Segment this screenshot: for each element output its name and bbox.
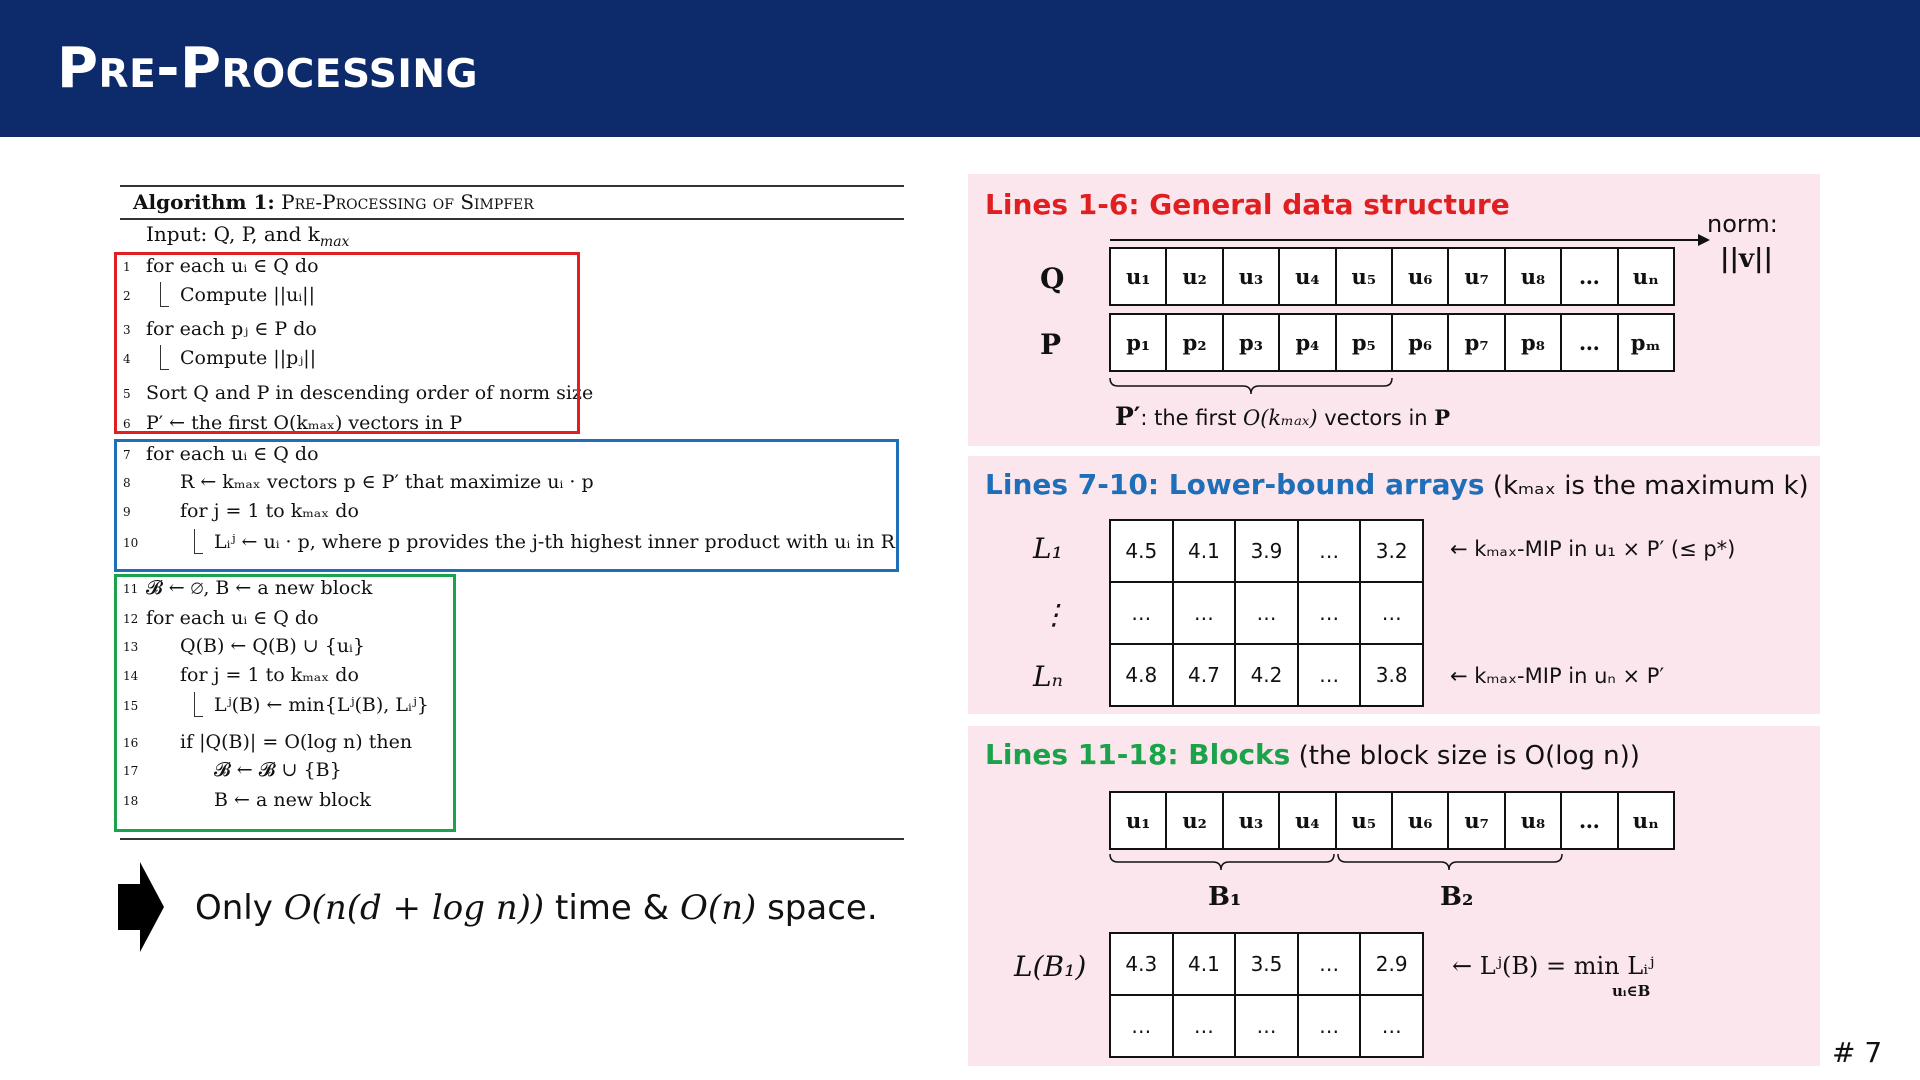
block-lb-cell: … xyxy=(1172,994,1237,1058)
u-cell: u₁ xyxy=(1109,791,1167,850)
lb-cell: 3.8 xyxy=(1359,643,1424,707)
block-lb-cell: 2.9 xyxy=(1359,932,1424,996)
algo-line-text: for j = 1 to kₘₐₓ do xyxy=(180,500,359,522)
q-cell: u₃ xyxy=(1222,247,1280,306)
p-prime-label xyxy=(1115,402,1450,431)
algo-line-text: Q(B) ← Q(B) ∪ {uᵢ} xyxy=(180,635,365,657)
algo-line-number: 14 xyxy=(123,669,139,683)
algo-line-number: 11 xyxy=(123,582,139,596)
q-cell: uₙ xyxy=(1617,247,1675,306)
algo-line-text: for j = 1 to kₘₐₓ do xyxy=(180,664,359,686)
algo-box-red xyxy=(114,252,580,434)
panel3-title xyxy=(985,738,1640,771)
p-prime-text1: : the first xyxy=(1140,406,1243,430)
p-prime-brace xyxy=(1108,376,1394,398)
page-number: # 7 xyxy=(1832,1036,1883,1069)
block-lb-cell: … xyxy=(1297,994,1362,1058)
block-label-b2: B₂ xyxy=(1440,882,1474,912)
q-cell: … xyxy=(1560,247,1618,306)
lb-row-label: L₁ xyxy=(1033,532,1063,565)
row-label-q: Q xyxy=(1040,262,1065,295)
q-cell: u₅ xyxy=(1335,247,1393,306)
p-cell: p₈ xyxy=(1504,313,1562,372)
algo-line-text: Sort Q and P in descending order of norm size xyxy=(146,382,594,404)
algo-line-text: for each pⱼ ∈ P do xyxy=(146,318,317,340)
algo-line-text: Compute ||pⱼ|| xyxy=(180,347,317,369)
algo-line-number: 10 xyxy=(123,536,139,550)
conclusion-text xyxy=(195,888,878,928)
p-cell: p₇ xyxy=(1447,313,1505,372)
p-cell: p₆ xyxy=(1391,313,1449,372)
panel1-title: Lines 1-6: General data structure xyxy=(985,188,1510,221)
lb-cell: 4.1 xyxy=(1172,519,1237,583)
u-cell: u₃ xyxy=(1222,791,1280,850)
lb-cell: … xyxy=(1359,581,1424,645)
slide-title: Pre-Processing xyxy=(57,36,479,101)
algo-line-text: Lʲ(B) ← min{Lʲ(B), Lᵢʲ} xyxy=(214,694,429,716)
p-cell: … xyxy=(1560,313,1618,372)
u-cell: u₈ xyxy=(1504,791,1562,850)
algo-line-text: B ← a new block xyxy=(214,789,371,811)
lb-cell: … xyxy=(1297,519,1362,583)
p-cell: p₃ xyxy=(1222,313,1280,372)
q-cell: u₄ xyxy=(1278,247,1336,306)
algo-line-text: for each uᵢ ∈ Q do xyxy=(146,607,319,629)
conclusion-pre: Only xyxy=(195,888,284,928)
u-cell: … xyxy=(1560,791,1618,850)
block-formula: ← Lʲ(B) = min Lᵢʲ xyxy=(1452,952,1655,980)
conclusion-mid: time & xyxy=(544,888,680,928)
p-prime-text2: vectors in xyxy=(1317,406,1435,430)
p-cell: p₄ xyxy=(1278,313,1336,372)
conclusion-time: O(n(d + log n)) xyxy=(283,888,545,928)
algo-line-number: 12 xyxy=(123,612,139,626)
q-cell: u₆ xyxy=(1391,247,1449,306)
algo-line-text: for each uᵢ ∈ Q do xyxy=(146,255,319,277)
p-prime-math: O(kₘₐₓ) xyxy=(1243,406,1318,430)
panel2-title xyxy=(985,468,1809,501)
conclusion-post: space. xyxy=(756,888,878,928)
lb-cell: 4.8 xyxy=(1109,643,1174,707)
lb-note-n: ← kₘₐₓ-MIP in uₙ × P′ xyxy=(1450,664,1665,688)
algo-title-rest: Pre-Processing of Simpfer xyxy=(281,190,534,214)
p-cell: p₂ xyxy=(1165,313,1223,372)
lb-cell: … xyxy=(1297,643,1362,707)
norm-label: norm: xyxy=(1707,210,1778,238)
lb-cell: … xyxy=(1234,581,1299,645)
q-cell: u₂ xyxy=(1165,247,1223,306)
algo-title xyxy=(133,190,534,214)
block-lb-cell: 4.3 xyxy=(1109,932,1174,996)
p-prime-symbol: P′ xyxy=(1115,402,1141,431)
u-cell: uₙ xyxy=(1617,791,1675,850)
panel3-title-paren: (the block size is O(log n)) xyxy=(1290,741,1640,771)
panel2-title-main: Lines 7-10: Lower-bound arrays xyxy=(985,468,1485,501)
algo-line-text: 𝓑 ← ∅, B ← a new block xyxy=(146,577,373,599)
u-cell: u₂ xyxy=(1165,791,1223,850)
block-label-b1: B₁ xyxy=(1208,882,1242,912)
block-lb-cell: … xyxy=(1359,994,1424,1058)
p-prime-end: P xyxy=(1434,405,1451,430)
block-braces xyxy=(1108,852,1568,874)
panel2-title-paren: (kₘₐₓ is the maximum k) xyxy=(1484,471,1809,501)
lb-cell: 3.9 xyxy=(1234,519,1299,583)
algo-line-text: P′ ← the first O(kₘₐₓ) vectors in P xyxy=(146,412,463,434)
block-lb-cell: … xyxy=(1234,994,1299,1058)
block-lb-cell: … xyxy=(1297,932,1362,996)
lb-cell: 3.2 xyxy=(1359,519,1424,583)
lb-cell: 4.5 xyxy=(1109,519,1174,583)
algo-bottom-rule xyxy=(120,838,904,840)
algo-box-blue xyxy=(114,439,899,572)
algo-line-number: 4 xyxy=(123,352,131,366)
lb-cell: 4.2 xyxy=(1234,643,1299,707)
panel3-title-main: Lines 11-18: Blocks xyxy=(985,738,1291,771)
algo-line-number: 8 xyxy=(123,476,131,490)
algo-top-rule xyxy=(120,185,904,187)
lb-note-1: ← kₘₐₓ-MIP in u₁ × P′ (≤ p*) xyxy=(1450,537,1736,561)
algo-input xyxy=(146,222,349,250)
algo-line-number: 13 xyxy=(123,640,139,654)
q-cell: u₈ xyxy=(1504,247,1562,306)
lb-cell: … xyxy=(1109,581,1174,645)
lb-cell: 4.7 xyxy=(1172,643,1237,707)
u-cell: u₇ xyxy=(1447,791,1505,850)
q-cell: u₇ xyxy=(1447,247,1505,306)
algo-input-text: Input: Q, P, and k xyxy=(146,222,320,246)
lb-cell: … xyxy=(1172,581,1237,645)
p-cell: p₁ xyxy=(1109,313,1167,372)
algo-input-sub: max xyxy=(319,234,350,250)
algo-line-number: 7 xyxy=(123,448,131,462)
lb-block-label: L(B₁) xyxy=(1014,950,1087,983)
norm-symbol: ||v|| xyxy=(1720,244,1773,274)
lb-row-label: Lₙ xyxy=(1033,660,1063,693)
lb-row-label: ⋮ xyxy=(1040,598,1068,631)
algo-line-text: Compute ||uᵢ|| xyxy=(180,284,315,306)
p-cell: pₘ xyxy=(1617,313,1675,372)
block-lb-cell: … xyxy=(1109,994,1174,1058)
lb-cell: … xyxy=(1297,581,1362,645)
algo-line-number: 15 xyxy=(123,699,139,713)
u-cell: u₄ xyxy=(1278,791,1336,850)
algo-line-number: 18 xyxy=(123,794,139,808)
u-cell: u₅ xyxy=(1335,791,1393,850)
algo-line-number: 2 xyxy=(123,289,131,303)
block-lb-cell: 4.1 xyxy=(1172,932,1237,996)
algo-box-green xyxy=(114,574,456,832)
u-cell: u₆ xyxy=(1391,791,1449,850)
algo-title-bold: Algorithm 1: xyxy=(133,190,275,214)
algo-line-number: 9 xyxy=(123,505,131,519)
algo-line-text: for each uᵢ ∈ Q do xyxy=(146,443,319,465)
algo-line-number: 16 xyxy=(123,736,139,750)
p-cell: p₅ xyxy=(1335,313,1393,372)
algo-line-number: 5 xyxy=(123,387,131,401)
algo-line-number: 17 xyxy=(123,764,139,778)
algo-line-number: 3 xyxy=(123,323,131,337)
conclusion-space: O(n) xyxy=(679,888,757,928)
algo-line-text: if |Q(B)| = O(log n) then xyxy=(180,731,413,753)
block-formula-sub: uᵢ∈B xyxy=(1612,982,1651,1000)
block-lb-cell: 3.5 xyxy=(1234,932,1299,996)
algo-title-rule xyxy=(120,218,904,220)
algo-line-number: 1 xyxy=(123,260,131,274)
row-label-p: P xyxy=(1040,328,1062,361)
algo-line-text: Lᵢʲ ← uᵢ · p, where p provides the j-th highest inner product with uᵢ in R xyxy=(214,531,895,553)
algo-line-text: R ← kₘₐₓ vectors p ∈ P′ that maximize uᵢ · p xyxy=(180,471,594,493)
header-bar xyxy=(0,0,1920,137)
algo-line-text: 𝓑 ← 𝓑 ∪ {B} xyxy=(214,759,342,781)
arrow-right-icon xyxy=(118,862,164,952)
algo-line-number: 6 xyxy=(123,417,131,431)
q-cell: u₁ xyxy=(1109,247,1167,306)
